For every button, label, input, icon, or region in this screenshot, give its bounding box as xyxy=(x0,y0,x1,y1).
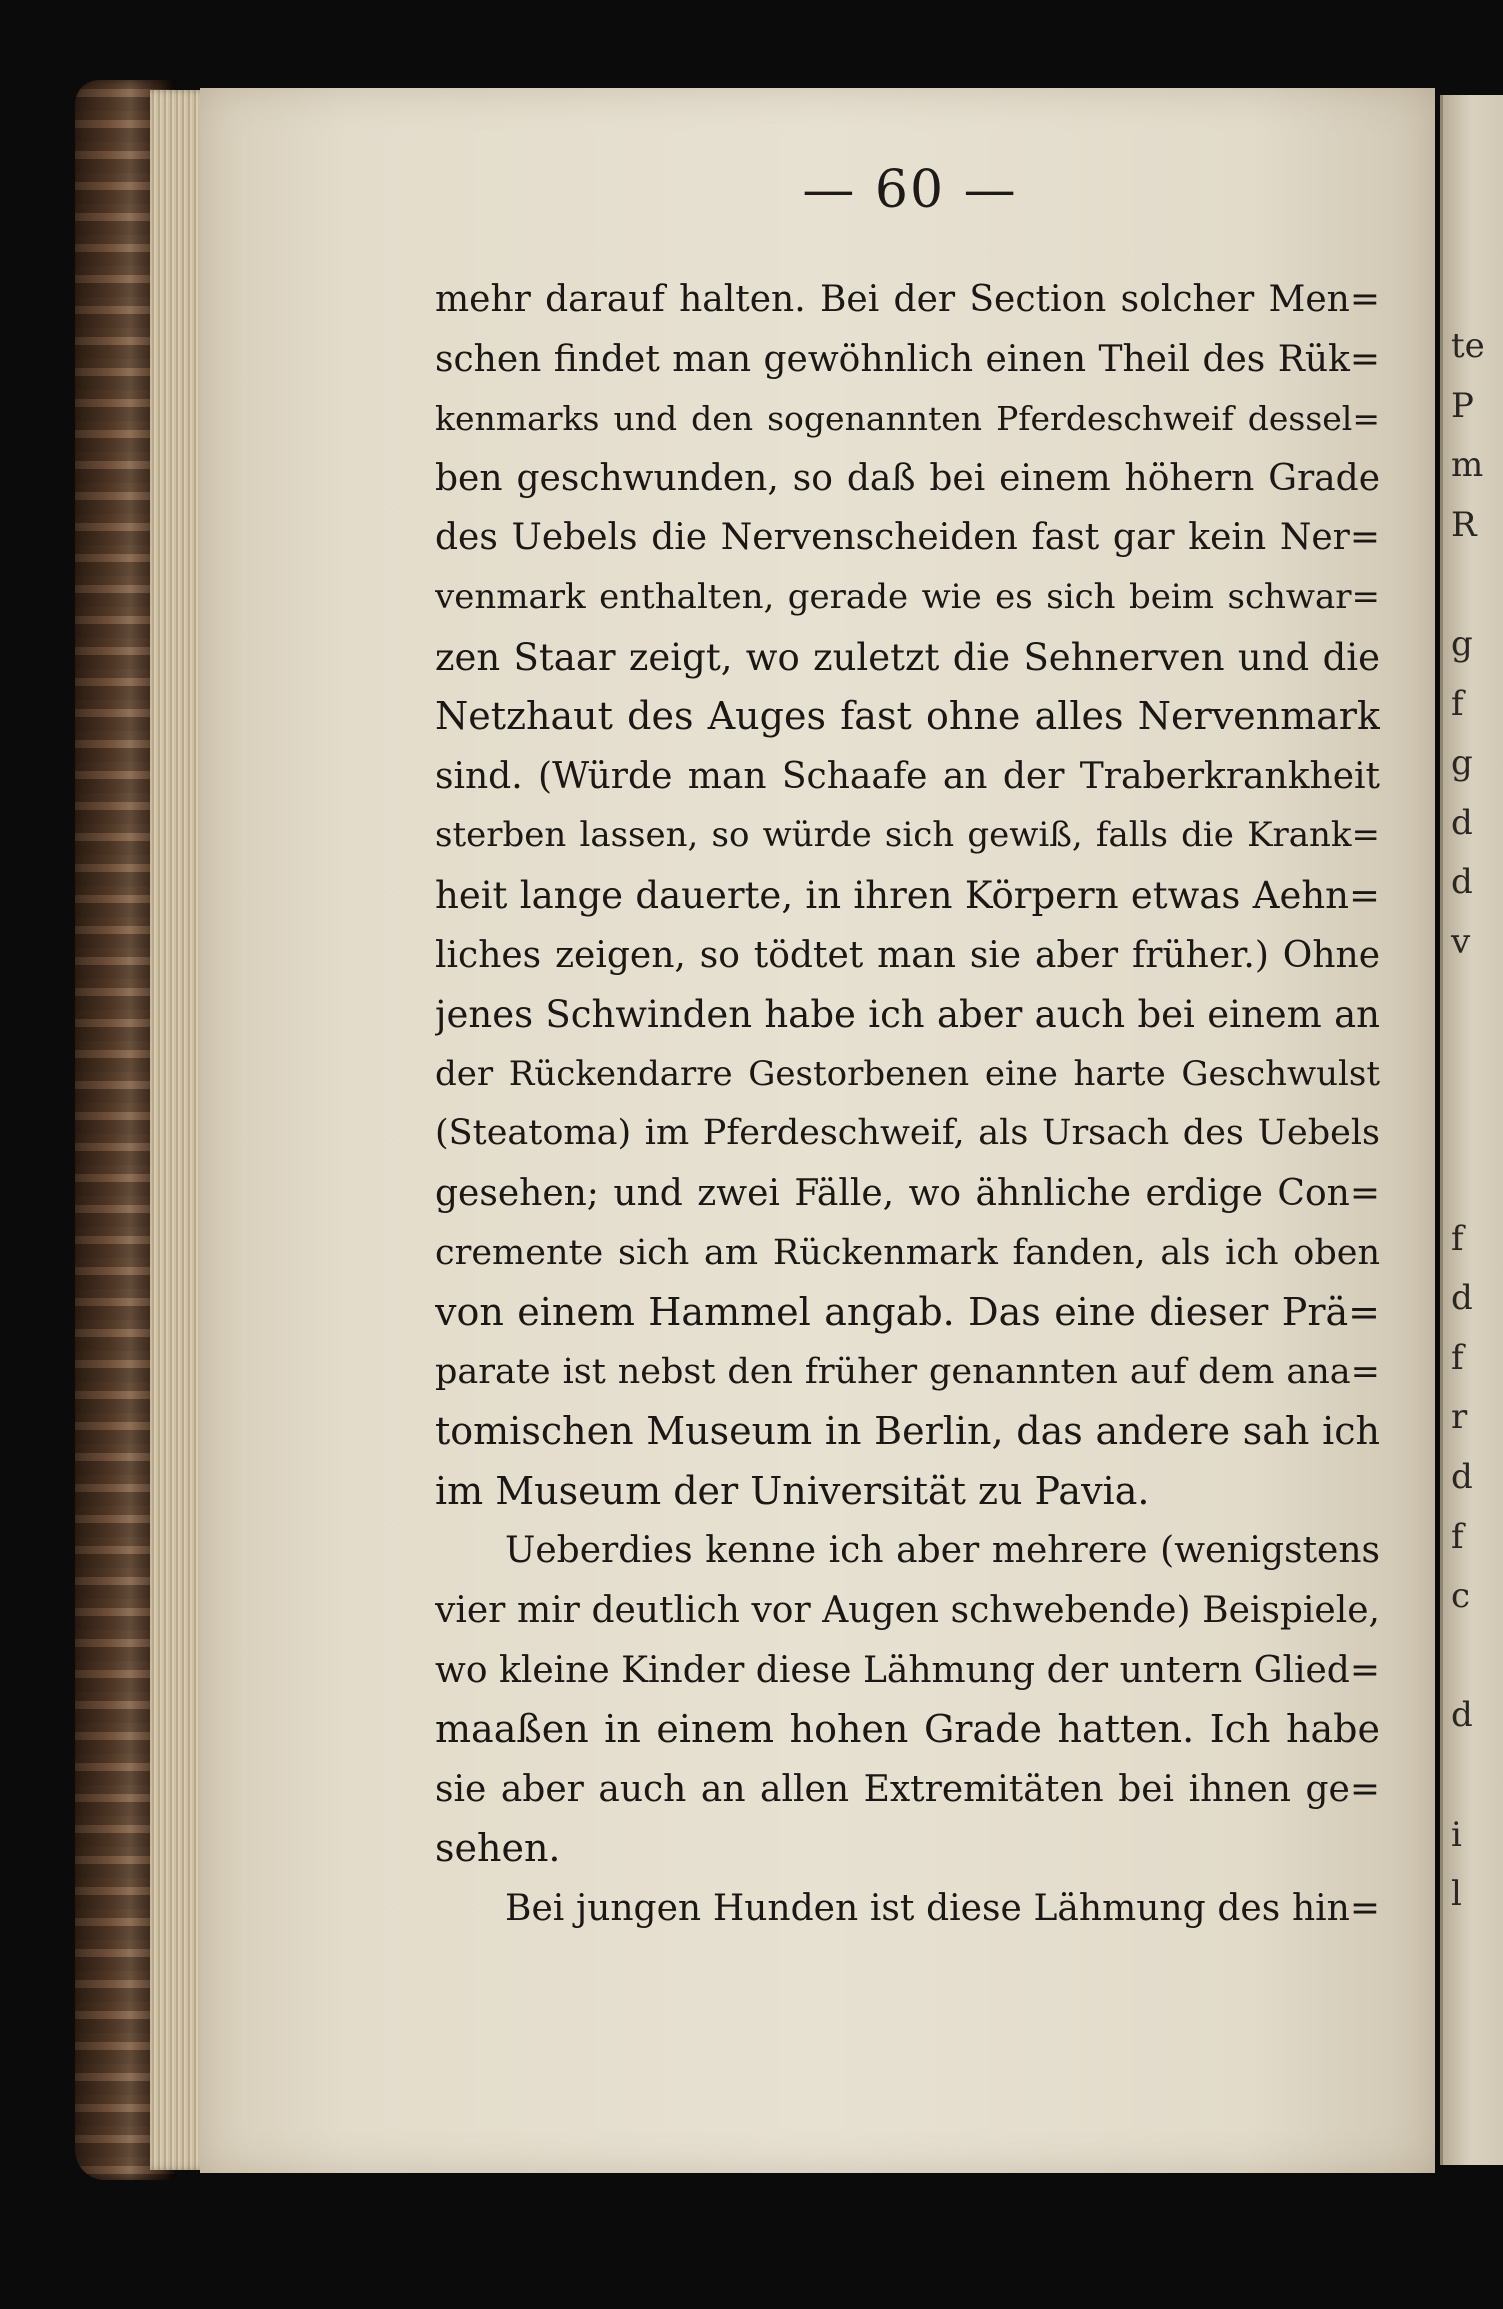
facing-page-fragments-top xyxy=(1443,317,1485,973)
text-line: mehr darauf halten. Bei der Section solcher Men= xyxy=(435,279,1380,320)
text-line: vier mir deutlich vor Augen schwebende) Beispiele, xyxy=(435,1590,1380,1632)
facing-text-fragment: l xyxy=(1451,1874,1462,1915)
text-line: kenmarks und den sogenannten Pferdeschweif dessel= xyxy=(435,399,1380,439)
text-line: ben geschwunden, so daß bei einem höhern Grade xyxy=(435,457,1380,499)
text-line: Netzhaut des Auges fast ohne alles Nervenmark xyxy=(435,694,1380,739)
facing-text-fragment xyxy=(1443,1627,1473,1687)
text-line: zen Staar zeigt, wo zuletzt die Sehnerven und die xyxy=(435,635,1380,679)
facing-text-fragment: f xyxy=(1451,1516,1464,1557)
facing-text-fragment: d xyxy=(1451,1456,1473,1497)
facing-text-fragment xyxy=(1443,1150,1473,1210)
text-line: maaßen in einem hohen Grade hatten. Ich habe xyxy=(435,1707,1380,1752)
text-line: tomischen Museum in Berlin, das andere sah ich xyxy=(435,1409,1380,1454)
facing-text-fragment: m xyxy=(1451,445,1484,486)
text-line: venmark enthalten, gerade wie es sich beim schwar= xyxy=(435,576,1380,617)
facing-text-fragment: d xyxy=(1451,1278,1473,1319)
facing-text-fragment: r xyxy=(1451,1397,1468,1438)
facing-text-fragment: R xyxy=(1451,504,1477,545)
facing-text-fragment xyxy=(1443,555,1485,615)
text-line: gesehen; und zwei Fälle, wo ähnliche erdige Con= xyxy=(435,1172,1380,1214)
page-text xyxy=(435,270,1380,1939)
facing-text-fragment: te xyxy=(1451,326,1485,366)
facing-text-fragment: d xyxy=(1451,862,1473,903)
text-line: sie aber auch an allen Extremitäten bei ihnen ge= xyxy=(435,1768,1380,1810)
text-line: der Rückendarre Gestorbenen eine harte Geschwulst xyxy=(435,1053,1380,1094)
text-line: parate ist nebst den früher genannten auf dem ana= xyxy=(435,1351,1380,1392)
text-line: schen findet man gewöhnlich einen Theil des Rük= xyxy=(435,338,1380,380)
facing-text-fragment: f xyxy=(1451,1337,1464,1378)
facing-text-fragment: g xyxy=(1451,743,1473,784)
text-line: jenes Schwinden habe ich aber auch bei einem an xyxy=(435,993,1380,1037)
text-line: heit lange dauerte, in ihren Körpern etwas Aehn= xyxy=(435,873,1380,917)
text-line: sind. (Würde man Schaafe an der Traberkrankheit xyxy=(435,755,1380,797)
facing-text-fragment xyxy=(1443,1746,1473,1806)
facing-text-fragment: P xyxy=(1451,385,1474,426)
text-line: (Steatoma) im Pferdeschweif, als Ursach des Uebels xyxy=(435,1113,1380,1154)
facing-text-fragment: v xyxy=(1451,921,1471,962)
facing-text-fragment: c xyxy=(1451,1576,1471,1617)
text-line: liches zeigen, so tödtet man sie aber früher.) Ohne xyxy=(435,934,1380,976)
facing-page-edge xyxy=(1440,95,1503,2165)
text-line: Ueberdies kenne ich aber mehrere (wenigstens xyxy=(505,1530,1380,1572)
facing-page-fragments-bottom xyxy=(1443,1150,1473,1984)
text-line: sterben lassen, so würde sich gewiß, falls die Krank= xyxy=(435,815,1380,856)
facing-text-fragment: f xyxy=(1451,1218,1464,1259)
text-line: des Uebels die Nervenscheiden fast gar kein Ner= xyxy=(435,517,1380,559)
text-line: sehen. xyxy=(435,1826,561,1871)
facing-text-fragment: d xyxy=(1451,1695,1473,1736)
text-line: cremente sich am Rückenmark fanden, als ich oben xyxy=(435,1232,1380,1273)
text-line: im Museum der Universität zu Pavia. xyxy=(435,1468,1150,1513)
text-line: wo kleine Kinder diese Lähmung der untern Glied= xyxy=(435,1649,1380,1691)
text-line: von einem Hammel angab. Das eine dieser Prä= xyxy=(435,1290,1380,1335)
facing-text-fragment: i xyxy=(1451,1814,1462,1855)
facing-text-fragment xyxy=(1443,1925,1473,1985)
text-line: Bei jungen Hunden ist diese Lähmung des hin= xyxy=(505,1888,1380,1930)
page-number: — 60 — xyxy=(802,160,1018,220)
facing-text-fragment: d xyxy=(1451,802,1473,843)
facing-text-fragment: f xyxy=(1451,683,1464,724)
facing-text-fragment: g xyxy=(1451,623,1473,664)
